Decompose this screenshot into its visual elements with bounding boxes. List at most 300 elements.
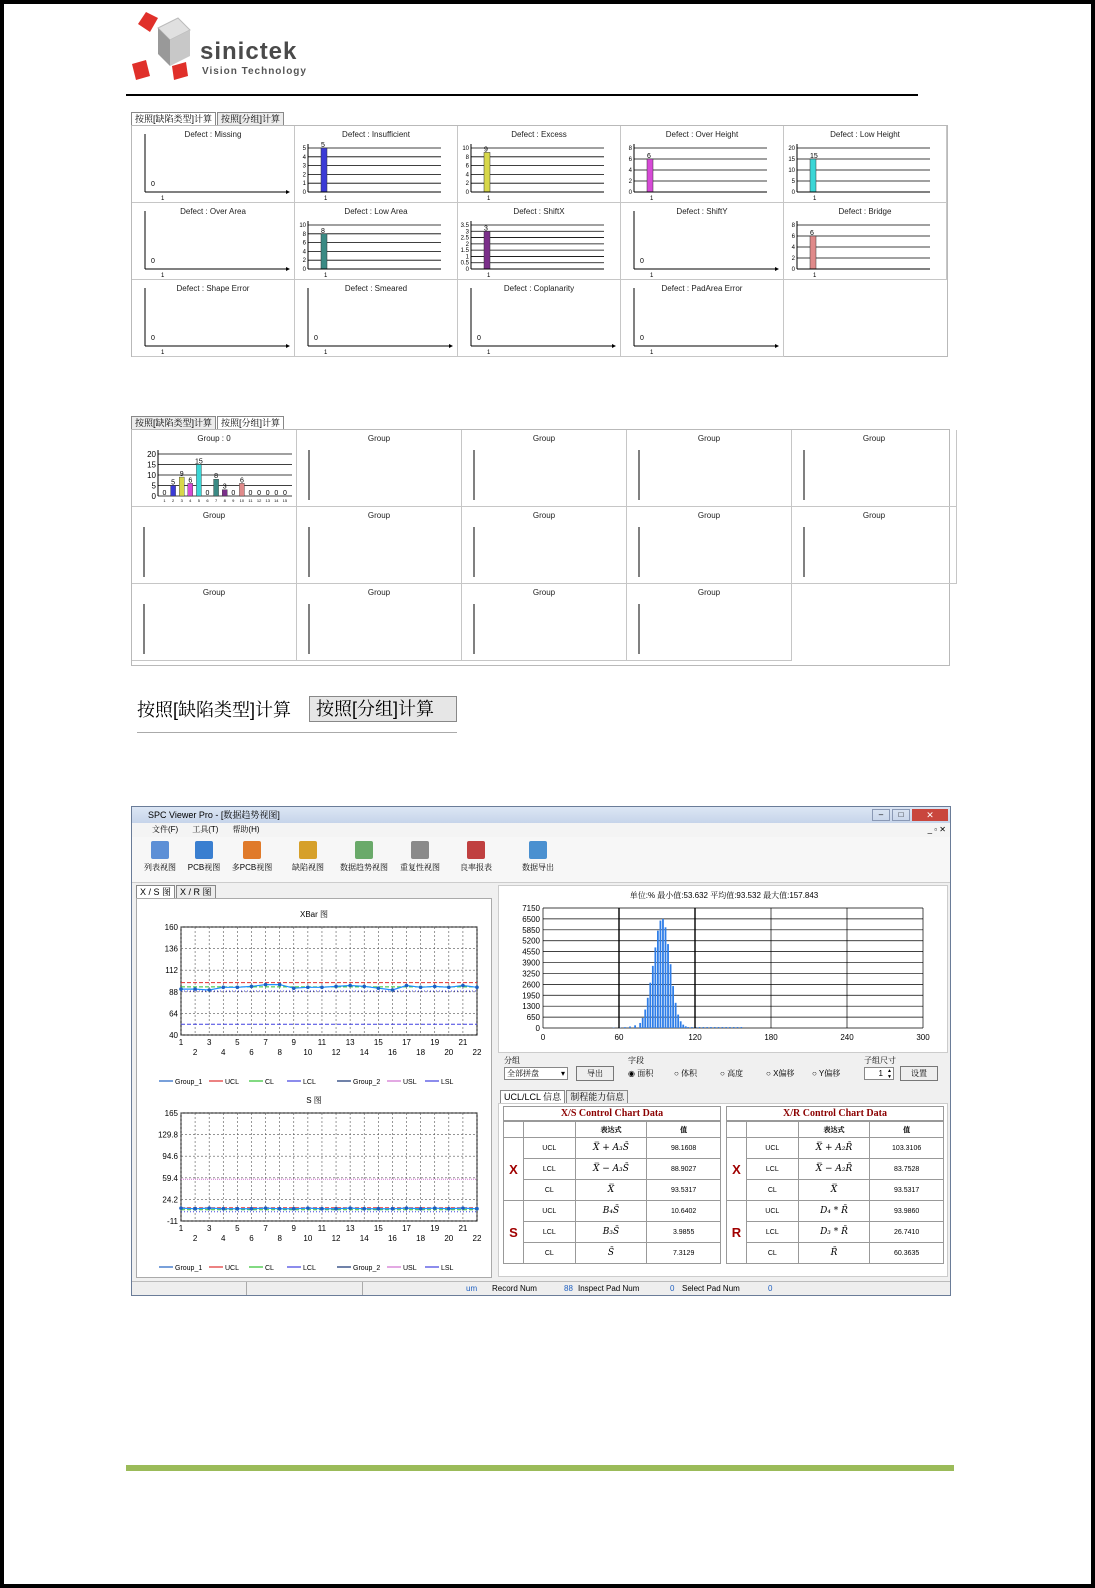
row-label: LCL [746, 1159, 798, 1180]
data-label: 0 [248, 490, 253, 497]
x-tick-label: 17 [402, 1224, 411, 1233]
toolbar-button-label: 数据导出 [522, 863, 554, 872]
defect-bar [484, 231, 490, 269]
y-tick-label: 160 [164, 923, 178, 932]
defect-chart-title: Defect : ShiftX [513, 207, 565, 216]
x-tick-label: 16 [387, 1234, 397, 1243]
radio-icon: ○ [674, 1069, 682, 1078]
group-bar [214, 479, 219, 496]
toolbar-button[interactable] [178, 841, 230, 873]
data-label: 0 [314, 335, 318, 342]
radio-icon: ○ [720, 1069, 728, 1078]
x-tick-label: 14 [359, 1048, 369, 1057]
tab-xr-chart[interactable]: X / R 图 [176, 885, 216, 898]
table-row [504, 1201, 721, 1222]
x-tick-label: 17 [402, 1038, 411, 1047]
x-tick-label: 10 [239, 498, 245, 503]
group-chart-title: Group [532, 588, 556, 597]
y-tick-label: 10 [147, 471, 156, 480]
tab-by-group-2[interactable]: 按照[分组]计算 [217, 416, 284, 429]
series-point [278, 983, 282, 987]
series-point [433, 985, 437, 989]
table-row [504, 1243, 721, 1264]
legend-label: Group_2 [353, 1265, 381, 1272]
defect-chart-title: Defect : ShiftY [676, 207, 728, 216]
histogram-bar [642, 1018, 644, 1028]
defect-chart-title: Defect : Smeared [344, 284, 408, 293]
menu-tools[interactable]: 工具(T) [192, 825, 219, 834]
series-point [264, 1206, 268, 1210]
row-value: 93.5317 [870, 1180, 944, 1201]
y-tick-label: 8 [628, 146, 632, 152]
series-point [320, 986, 324, 990]
histogram-bar [725, 1027, 727, 1028]
x-tick-label: 13 [345, 1038, 355, 1047]
group-bar-chart [462, 507, 627, 584]
x-tick-label: 5 [235, 1224, 240, 1233]
legend-label: Group_1 [175, 1079, 203, 1086]
status-bar [132, 1281, 950, 1295]
x-tick-label: 18 [416, 1234, 426, 1243]
subgroup-stepper[interactable] [864, 1067, 894, 1080]
y-tick-label: 165 [164, 1109, 178, 1118]
x-tick-label: 6 [206, 498, 209, 503]
toolbar-button-label: 数据趋势视图 [340, 863, 388, 872]
row-value: 93.9860 [870, 1201, 944, 1222]
row-expression: X̿ − A₂R̄ [798, 1159, 870, 1180]
status-record-value: 88 [564, 1284, 573, 1293]
x-tick-label: 22 [472, 1048, 482, 1057]
defect-chart-cell [784, 203, 947, 280]
histogram-bar [672, 986, 674, 1028]
table-row [504, 1222, 721, 1243]
x-tick-label: 20 [444, 1234, 454, 1243]
export-button[interactable]: 导出 [576, 1066, 614, 1081]
series-point [419, 986, 423, 990]
defect-chart-title: Defect : PadArea Error [661, 284, 743, 293]
data-label: 0 [205, 490, 210, 497]
field-radio[interactable] [674, 1068, 697, 1079]
tab-xs-chart[interactable]: X / S 图 [136, 885, 175, 898]
y-tick-label: 7150 [522, 904, 540, 913]
window-close-button[interactable]: ✕ [912, 809, 948, 821]
axis-arrow-icon [612, 344, 616, 348]
y-tick-label: 0 [535, 1024, 540, 1033]
x-tick-label: 1 [324, 273, 328, 279]
x-tick-label: 1 [163, 498, 166, 503]
toolbar-icon [411, 841, 429, 859]
y-tick-label: 5 [151, 481, 156, 491]
row-expression: X̿ + A₃S̄ [575, 1138, 647, 1159]
series-point [348, 1206, 352, 1210]
table-header-cell [746, 1122, 798, 1138]
legend-label: USL [403, 1079, 417, 1086]
y-tick-label: 40 [169, 1031, 178, 1040]
table-header-cell [504, 1122, 524, 1138]
y-tick-label: 650 [526, 1013, 540, 1023]
y-tick-label: 24.2 [162, 1195, 178, 1205]
group-chart-title: Group [532, 434, 556, 443]
x-tick-label: 7 [263, 1224, 268, 1233]
y-tick-label: 3.5 [460, 223, 469, 229]
defect-bar-chart [458, 126, 621, 203]
field-radio[interactable] [812, 1068, 840, 1079]
histogram-bar [639, 1023, 641, 1028]
row-label: UCL [523, 1201, 575, 1222]
logo-cube-icon [128, 10, 198, 86]
y-tick-label: 4 [465, 172, 469, 179]
control-table-title: X/S Control Chart Data [503, 1106, 721, 1121]
plot-area [181, 1113, 477, 1221]
x-tick-label: 180 [764, 1033, 778, 1042]
x-tick-label: 13 [265, 498, 270, 503]
histogram-bar [718, 1027, 720, 1028]
legend-label: Group_2 [353, 1079, 381, 1086]
logo-tagline: Vision Technology [202, 66, 307, 77]
row-value: 83.7528 [870, 1159, 944, 1180]
x-tick-label: 1 [161, 273, 165, 279]
x-tick-label: 0 [540, 1033, 546, 1042]
row-value: 98.1608 [647, 1138, 721, 1159]
x-tick-label: 7 [263, 1038, 268, 1047]
x-tick-label: 13 [345, 1224, 355, 1233]
defect-bar-chart [621, 203, 784, 280]
series-point [179, 1206, 183, 1210]
defect-bar [647, 159, 653, 192]
y-tick-label: 3 [302, 163, 306, 170]
histogram-bar [722, 1027, 724, 1028]
group-chart-title: Group [862, 511, 886, 520]
defect-bar-chart [784, 203, 947, 280]
y-tick-label: 0 [151, 492, 156, 501]
group-1-series [181, 1208, 477, 1209]
y-tick-label: 4 [302, 154, 306, 161]
row-value: 88.9027 [647, 1159, 721, 1180]
control-table [726, 1121, 944, 1264]
group-select[interactable] [504, 1067, 568, 1080]
radio-icon: ◉ [628, 1069, 638, 1078]
table-header-cell: 值 [870, 1122, 944, 1138]
defect-chart-cell [295, 280, 458, 357]
window-title: SPC Viewer Pro - [数据趋势视图] [148, 810, 280, 820]
defect-chart-cell [621, 126, 784, 203]
series-point [475, 986, 479, 990]
tab-process-capability[interactable]: 制程能力信息 [566, 1090, 628, 1103]
histogram-bar [710, 1027, 712, 1028]
tab-by-defect-type[interactable]: 按照[缺陷类型]计算 [131, 112, 216, 125]
chart-type-tabs [136, 885, 217, 898]
set-button[interactable]: 设置 [900, 1066, 938, 1081]
defect-chart-title: Defect : Over Height [665, 130, 739, 139]
y-tick-label: 1 [465, 254, 469, 261]
series-point [306, 1206, 310, 1210]
y-tick-label: 6 [465, 163, 469, 170]
group-bar-chart [792, 507, 957, 584]
x-tick-label: 15 [282, 498, 288, 503]
info-tabs [500, 1090, 629, 1103]
toolbar-button[interactable] [394, 841, 446, 873]
toolbar-button-label: 列表视图 [144, 863, 176, 872]
group-chart-title: Group [862, 434, 886, 443]
group-chart-cell [132, 507, 297, 584]
y-tick-label: 10 [788, 168, 795, 174]
group-chart-title: Group [202, 588, 226, 597]
x-tick-label: 14 [359, 1234, 369, 1243]
toolbar-icon [529, 841, 547, 859]
group-bar-chart [297, 507, 462, 584]
histogram-bar [624, 1027, 626, 1028]
group-bar-chart [627, 507, 792, 584]
data-label: 8 [321, 227, 325, 235]
zoom-tab-by-group[interactable]: 按照[分组]计算 [309, 696, 457, 722]
x-tick-label: 1 [650, 350, 654, 356]
group-chart-title: Group [532, 511, 556, 520]
group-bar [196, 465, 201, 497]
histogram-pane [498, 885, 948, 1053]
x-tick-label: 120 [688, 1033, 702, 1042]
x-tick-label: 2 [171, 498, 175, 503]
zoom-tab-underline [137, 732, 457, 733]
defect-bar [321, 234, 327, 269]
chart-title: S 图 [306, 1096, 322, 1105]
series-point [334, 1207, 338, 1211]
footer-bar [126, 1465, 954, 1471]
window-minimize-button[interactable]: – [872, 809, 890, 821]
histogram-bar [677, 1015, 679, 1028]
field-radio[interactable] [720, 1068, 743, 1079]
y-tick-label: 59.4 [162, 1173, 178, 1183]
stepper-arrows-icon: ▲ ▼ [887, 1068, 892, 1080]
y-tick-label: 1 [302, 181, 306, 188]
group-bar [239, 483, 244, 496]
y-tick-label: 1.5 [460, 248, 469, 255]
menu-file[interactable]: 文件(F) [152, 825, 179, 834]
group-chart-cell [132, 584, 297, 661]
x-tick-label: 20 [444, 1048, 454, 1057]
radio-icon: ○ [812, 1069, 819, 1078]
row-value: 60.3635 [870, 1243, 944, 1264]
y-tick-label: 0 [302, 190, 306, 196]
window-maximize-button[interactable]: □ [892, 809, 910, 821]
series-point [278, 1207, 282, 1211]
control-chart-pane [136, 898, 492, 1278]
data-label: 0 [282, 490, 287, 497]
series-point [461, 984, 465, 988]
defect-chart-title: Defect : Shape Error [176, 284, 250, 293]
table-group-label: R [727, 1201, 747, 1264]
legend-label: Group_1 [175, 1265, 203, 1272]
row-expression: S̄ [575, 1243, 647, 1264]
y-tick-label: 2600 [522, 980, 540, 990]
series-point [391, 1207, 395, 1211]
x-tick-label: 5 [197, 498, 201, 503]
y-tick-label: 0 [628, 190, 632, 196]
data-label: 15 [810, 153, 818, 160]
y-tick-label: 5200 [522, 936, 540, 946]
y-tick-label: 0.5 [460, 260, 469, 267]
tab-ucl-lcl-info[interactable]: UCL/LCL 信息 [500, 1090, 565, 1103]
histogram-bar [691, 1027, 693, 1028]
table-row [727, 1222, 944, 1243]
histogram-bar [703, 1027, 705, 1028]
field-radio-label: Y偏移 [818, 1069, 841, 1078]
axis-arrow-icon [286, 190, 290, 194]
defect-bar-chart [458, 280, 621, 357]
series-point [405, 1206, 409, 1210]
row-expression: X̿ [575, 1180, 647, 1201]
x-tick-label: 6 [249, 1048, 254, 1057]
x-tick-label: 3 [206, 1038, 212, 1047]
group-chart-grid [131, 429, 950, 666]
histogram-bar [733, 1027, 735, 1028]
y-tick-label: 6500 [522, 914, 540, 924]
y-tick-label: 129.8 [157, 1130, 178, 1140]
table-row [727, 1201, 944, 1222]
data-label: 5 [171, 479, 176, 487]
x-tick-label: 1 [161, 196, 165, 202]
status-record-label: Record Num [492, 1284, 537, 1293]
x-tick-label: 8 [277, 1048, 282, 1057]
group-chart-title: Group [697, 588, 721, 597]
x-tick-label: 12 [256, 498, 262, 503]
y-tick-label: 2 [465, 241, 469, 248]
y-tick-label: 88 [169, 987, 178, 997]
x-tick-label: 10 [303, 1234, 313, 1243]
series-point [362, 985, 366, 989]
group-chart-title: Group [367, 511, 391, 520]
field-label: 字段 [628, 1056, 644, 1065]
y-tick-label: 4 [302, 249, 306, 256]
toolbar-button[interactable] [512, 841, 564, 873]
zoom-tab-by-defect-type[interactable]: 按照[缺陷类型]计算 [137, 700, 292, 720]
group-bar-chart [462, 430, 627, 507]
series-point [348, 984, 352, 988]
histogram-bar [644, 1010, 646, 1028]
toolbar-icon [299, 841, 317, 859]
row-expression: R̄ [798, 1243, 870, 1264]
table-header-cell: 值 [647, 1122, 721, 1138]
field-radio-label: X偏移 [773, 1069, 795, 1078]
toolbar-button-label: 缺陷视图 [292, 863, 324, 872]
info-panel [498, 1103, 948, 1277]
series-point [221, 986, 225, 990]
series-point [334, 985, 338, 989]
data-label: 0 [640, 335, 644, 342]
row-label: LCL [746, 1222, 798, 1243]
series-point [179, 987, 183, 991]
status-sep-2 [362, 1282, 363, 1295]
axis-arrow-icon [286, 267, 290, 271]
table-row [504, 1180, 721, 1201]
data-label: 0 [640, 258, 644, 265]
menu-help[interactable]: 帮助(H) [232, 825, 260, 834]
defect-chart-cell [458, 203, 621, 280]
x-tick-label: 12 [331, 1048, 341, 1057]
y-tick-label: 5 [302, 146, 306, 152]
histogram-bar [741, 1027, 743, 1028]
data-label: 0 [151, 181, 155, 188]
defect-chart-cell [621, 280, 784, 357]
data-label: 0 [477, 335, 481, 342]
window-titlebar [132, 807, 950, 823]
group-bar-chart [132, 584, 297, 661]
series-point [250, 985, 254, 989]
histogram-bar [699, 1027, 701, 1028]
data-label: 6 [188, 477, 193, 485]
series-point [250, 1207, 254, 1211]
row-label: CL [746, 1243, 798, 1264]
x-tick-label: 1 [324, 196, 328, 202]
table-header-cell: 表达式 [575, 1122, 647, 1138]
group-chart-title: Group [367, 588, 391, 597]
tab-by-defect-type-2[interactable]: 按照[缺陷类型]计算 [131, 416, 216, 429]
group-select-value: 全部拼盘 [507, 1069, 539, 1078]
field-radio[interactable] [766, 1068, 794, 1079]
series-point [447, 986, 451, 990]
defect-chart-title: Defect : Coplanarity [503, 284, 575, 293]
histogram-bar [652, 966, 654, 1028]
toolbar-button[interactable] [282, 841, 334, 873]
status-select-label: Select Pad Num [682, 1284, 740, 1293]
toolbar-button[interactable] [226, 841, 278, 873]
data-label: 5 [321, 142, 325, 149]
row-expression: X̿ − A₃S̄ [575, 1159, 647, 1180]
legend-label: LCL [303, 1079, 316, 1086]
y-tick-label: 112 [165, 966, 178, 976]
x-tick-label: 8 [277, 1234, 282, 1243]
x-tick-label: 7 [214, 498, 218, 503]
y-tick-label: 15 [788, 157, 795, 163]
axis-arrow-icon [775, 267, 779, 271]
y-tick-label: 2 [302, 172, 306, 179]
series-point [207, 1206, 211, 1210]
field-radio-group [628, 1068, 868, 1080]
table-row [727, 1138, 944, 1159]
histogram-bar [706, 1027, 708, 1028]
histogram-bar [634, 1025, 636, 1028]
defect-chart-cell [295, 203, 458, 280]
group-chart-title: Group : 0 [197, 434, 231, 443]
toolbar-button[interactable] [338, 841, 390, 873]
legend-label: UCL [225, 1265, 240, 1272]
group-chart-cell [627, 584, 792, 661]
toolbar-button[interactable] [450, 841, 502, 873]
x-tick-label: 19 [430, 1224, 440, 1233]
x-tick-label: 9 [291, 1038, 296, 1047]
mdi-controls[interactable]: _ ▫ ✕ [927, 825, 946, 834]
x-tick-label: 10 [303, 1048, 313, 1057]
histogram-bar [685, 1026, 687, 1028]
row-value: 103.3106 [870, 1138, 944, 1159]
table-group-label: S [504, 1201, 524, 1264]
field-radio[interactable] [628, 1068, 653, 1079]
chart-title: XBar 图 [299, 910, 329, 919]
y-tick-label: 136 [164, 944, 178, 954]
x-tick-label: 4 [221, 1234, 226, 1243]
x-tick-label: 300 [916, 1033, 930, 1042]
tab-by-group[interactable]: 按照[分组]计算 [217, 112, 284, 125]
logo-brand: sinictek [200, 38, 298, 65]
row-value: 93.5317 [647, 1180, 721, 1201]
field-radio-label: 体积 [681, 1069, 698, 1078]
table-header-cell [523, 1122, 575, 1138]
x-tick-label: 240 [840, 1033, 854, 1042]
x-tick-label: 22 [472, 1234, 482, 1243]
defect-bar-chart [621, 126, 784, 203]
defect-chart-grid [131, 125, 948, 357]
spc-viewer-window [131, 806, 951, 1296]
defect-chart-cell [621, 203, 784, 280]
